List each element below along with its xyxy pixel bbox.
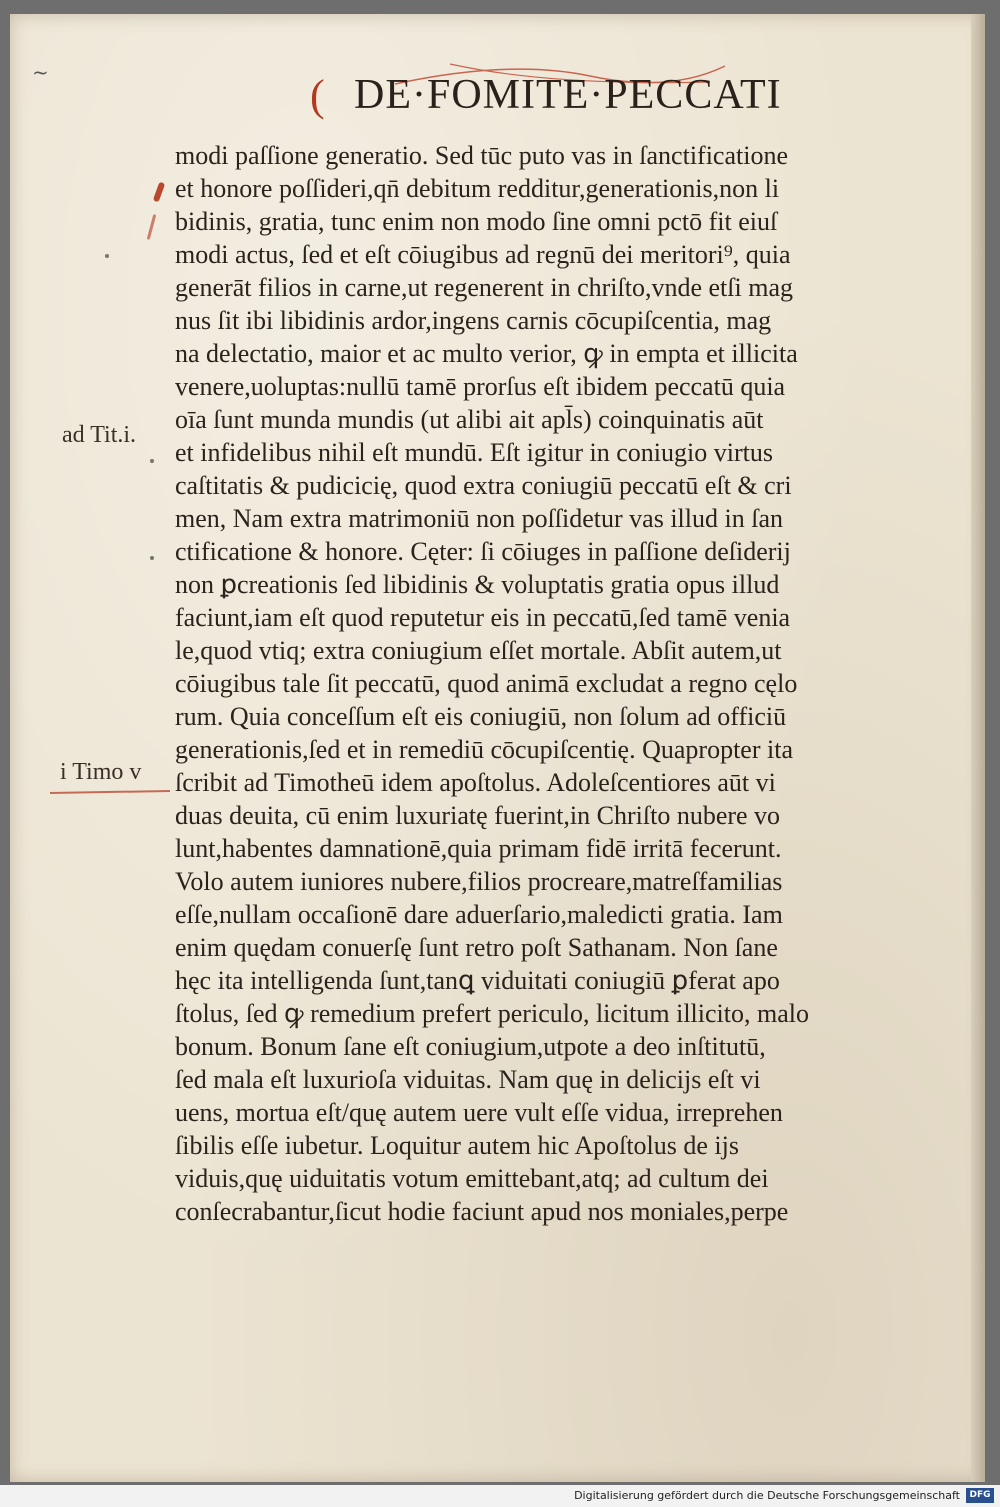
text-line: venere,uoluptas:nullū tamē prorſus eſt ibidem peccatū quia <box>175 372 786 401</box>
margin-tick: ~ <box>32 60 49 84</box>
running-title: DE·FOMITE·PECCATI <box>354 72 782 118</box>
text-line: faciunt,iam eſt quod reputetur eis in peccatū,ſed tamē venia <box>175 603 791 632</box>
margin-note-underline <box>50 790 170 794</box>
text-line: conſecrabantur,ſicut hodie faciunt apud nos moniales,perpe <box>175 1197 789 1226</box>
ink-dot <box>105 254 109 258</box>
text-line: nus ſit ibi libidinis ardor,ingens carnis cōcupiſcentia, mag <box>175 306 772 335</box>
rubric-stroke <box>147 214 157 240</box>
text-line: lunt,habentes damnationē,quia primam fidē irritā fecerunt. <box>175 834 782 863</box>
page-header <box>10 66 985 126</box>
text-line: ſed mala eſt luxurioſa viduitas. Nam quę in delicijs eſt vi <box>175 1065 761 1094</box>
text-line: eſſe,nullam occaſionē dare aduerſario,maledicti gratia. Iam <box>175 900 783 929</box>
text-line: oīa ſunt munda mundis (ut alibi ait apl̄s) coinquinatis aūt <box>175 405 764 434</box>
text-line: enim quędam conuerſę ſunt retro poſt Sathanam. Non ſane <box>175 933 778 962</box>
text-line: modi actus, ſed et eſt cōiugibus ad regnū dei meritori⁹, quia <box>175 240 791 269</box>
ink-dot <box>150 556 154 560</box>
body-text <box>175 139 965 1228</box>
text-line: na delectatio, maior et ac multo verior, ꝙ in empta et illicita <box>175 339 798 368</box>
text-line: le,quod vtiq; extra coniugium eſſet mortale. Abſit autem,ut <box>175 636 782 665</box>
margin-note-timo: i Timo v <box>60 759 142 785</box>
text-line: duas deuita, cū enim luxuriatę fuerint,in Chriſto nubere vo <box>175 801 781 830</box>
rubric-mark: ( <box>310 71 325 120</box>
text-line: caſtitatis & pudicicię, quod extra coniugiū peccatū eſt & cri <box>175 471 792 500</box>
text-line: men, Nam extra matrimoniū non poſſidetur vas illud in ſan <box>175 504 783 533</box>
text-line: non ꝑcreationis ſed libidinis & voluptatis gratia opus illud <box>175 570 780 599</box>
page-edge <box>971 14 985 1482</box>
text-line: ſibilis eſſe iubetur. Loquitur autem hic Apoſtolus de ijs <box>175 1131 739 1160</box>
text-line: bonum. Bonum ſane eſt coniugium,utpote a deo inſtitutū, <box>175 1032 766 1061</box>
text-line: hęc ita intelligenda ſunt,tanꝗ viduitati coniugiū ꝑferat apo <box>175 966 780 995</box>
text-line: viduis,quę uiduitatis votum emittebant,atq; ad cultum dei <box>175 1164 769 1193</box>
text-line: et honore poſſideri,qn̄ debitum redditur,generationis,non li <box>175 174 780 203</box>
ink-dot <box>150 459 154 463</box>
dfg-logo: DFG <box>966 1488 994 1503</box>
funding-credit: Digitalisierung gefördert durch die Deutsche Forschungsgemeinschaft <box>574 1489 960 1502</box>
text-line: cōiugibus tale ſit peccatū, quod animā excludat a regno cęlo <box>175 669 798 698</box>
text-line: et infidelibus nihil eſt mundū. Eſt igitur in coniugio virtus <box>175 438 773 467</box>
text-line: generāt filios in carne,ut regenerent in chriſto,vnde etſi mag <box>175 273 793 302</box>
rubric-stroke <box>153 182 165 203</box>
margin-note-ad-tit: ad Tit.i. <box>62 422 137 448</box>
text-line: generationis,ſed et in remediū cōcupiſcentię. Quapropter ita <box>175 735 793 764</box>
text-line: rum. Quia conceſſum eſt eis coniugiū, non ſolum ad officiū <box>175 702 787 731</box>
text-line: ctificatione & honore. Cęter: ſi cōiuges in paſſione deſiderij <box>175 537 791 566</box>
text-line: bidinis, gratia, tunc enim non modo ſine omni pctō fit eiuſ <box>175 207 778 236</box>
text-line: ſcribit ad Timotheū idem apoſtolus. Adoleſcentiores aūt vi <box>175 768 776 797</box>
text-line: uens, mortua eſt/quę autem uere vult eſſe vidua, irreprehen <box>175 1098 783 1127</box>
footer-bar <box>0 1485 1000 1507</box>
book-page <box>10 14 985 1482</box>
text-line: ſtolus, ſed ꝙ remedium prefert periculo, licitum illicito, malo <box>175 999 809 1028</box>
text-line: modi paſſione generatio. Sed tūc puto vas in ſanctificatione <box>175 141 788 170</box>
text-line: Volo autem iuniores nubere,filios procreare,matreſfamilias <box>175 867 783 896</box>
